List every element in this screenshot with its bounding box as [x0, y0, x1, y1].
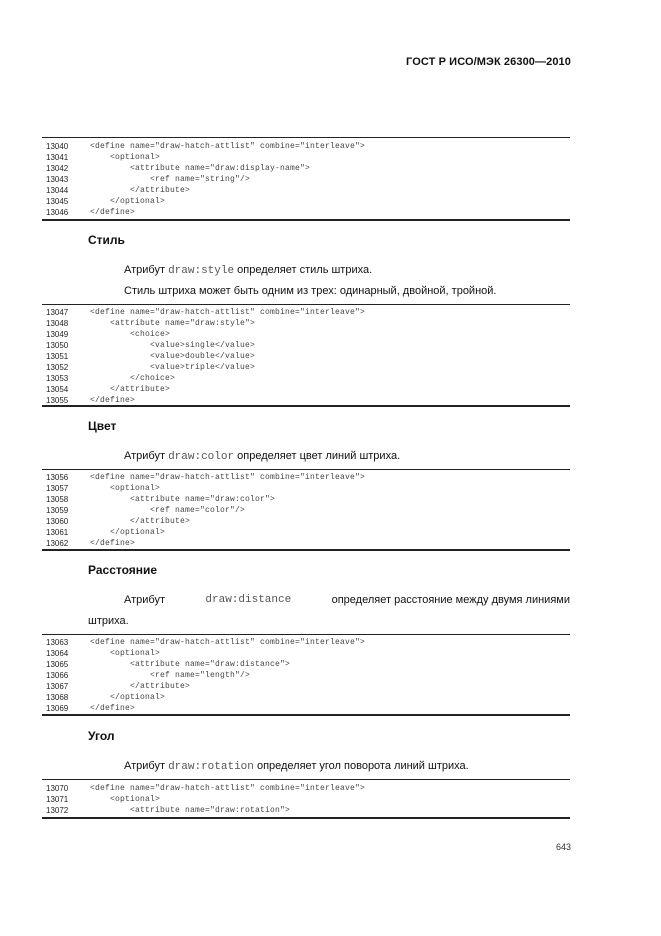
line-number: 13050 [46, 341, 69, 350]
section-heading-color: Цвет [88, 419, 117, 433]
code-text: <attribute name="draw:style"> [90, 319, 256, 328]
line-number: 13040 [46, 142, 69, 151]
code-block-top-rule [42, 634, 570, 635]
paragraph-distance-continuation: штриха. [88, 615, 129, 627]
code-text: <ref name="string"/> [90, 175, 251, 184]
code-text: <attribute name="draw:color"> [90, 495, 276, 504]
line-number: 13053 [46, 374, 69, 383]
code-text: <value>double</value> [90, 352, 256, 361]
section-heading-rotation: Угол [88, 729, 115, 743]
paragraph-text: Атрибут [124, 760, 169, 772]
code-text: </define> [90, 539, 136, 548]
code-text: </choice> [90, 374, 176, 383]
line-number: 13054 [46, 385, 69, 394]
code-block-top-rule [42, 304, 570, 305]
code-block-top-rule [42, 137, 570, 138]
paragraph-style-attr [124, 264, 372, 277]
code-text: </attribute> [90, 186, 191, 195]
line-number: 13052 [46, 363, 69, 372]
page-number: 643 [555, 842, 571, 852]
code-block-top-rule [42, 469, 570, 470]
code-text: <value>single</value> [90, 341, 256, 350]
code-text: </define> [90, 396, 136, 405]
line-number: 13062 [46, 539, 69, 548]
code-text: </attribute> [90, 517, 191, 526]
line-number: 13048 [46, 319, 69, 328]
code-block-bottom-rule [42, 219, 570, 221]
line-number: 13060 [46, 517, 69, 526]
section-heading-distance: Расстояние [88, 563, 158, 577]
code-inline: draw:rotation [168, 761, 254, 773]
code-text: </optional> [90, 197, 166, 206]
line-number: 13059 [46, 506, 69, 515]
line-number: 13068 [46, 693, 69, 702]
line-number: 13057 [46, 484, 69, 493]
code-block-top-rule [42, 779, 570, 780]
code-text: <ref name="length"/> [90, 671, 251, 680]
line-number: 13058 [46, 495, 69, 504]
paragraph-rotation-attr [124, 760, 469, 773]
code-inline: draw:style [168, 265, 235, 277]
line-number: 13066 [46, 671, 69, 680]
code-text: <ref name="color"/> [90, 506, 246, 515]
line-number: 13045 [46, 197, 69, 206]
code-text: <optional> [90, 484, 161, 493]
paragraph-style-values: Стиль штриха может быть одним из трех: одинарный, двойной, тройной. [124, 285, 497, 297]
line-number: 13043 [46, 175, 69, 184]
code-text: <define name="draw-hatch-attlist" combine="interleave"> [90, 308, 366, 317]
paragraph-text: Атрибут [124, 264, 169, 276]
line-number: 13047 [46, 308, 69, 317]
code-block-bottom-rule [42, 405, 570, 407]
code-block-bottom-rule [42, 817, 570, 819]
line-number: 13046 [46, 208, 69, 217]
line-number: 13063 [46, 638, 69, 647]
code-text: <attribute name="draw:rotation"> [90, 806, 291, 815]
code-text: <define name="draw-hatch-attlist" combine="interleave"> [90, 473, 366, 482]
code-text: </attribute> [90, 385, 171, 394]
code-text: <optional> [90, 153, 161, 162]
line-number: 13051 [46, 352, 69, 361]
code-inline: draw:distance [205, 594, 292, 606]
code-text: </attribute> [90, 682, 191, 691]
paragraph-text: определяет цвет линий штриха. [234, 450, 401, 462]
line-number: 13072 [46, 806, 69, 815]
code-block-bottom-rule [42, 549, 570, 551]
line-number: 13064 [46, 649, 69, 658]
paragraph-text: определяет угол поворота линий штриха. [253, 760, 469, 772]
code-text: <optional> [90, 649, 161, 658]
paragraph-text: определяет расстояние между двумя линиями [331, 594, 570, 606]
code-text: <define name="draw-hatch-attlist" combine="interleave"> [90, 142, 366, 151]
code-text: <define name="draw-hatch-attlist" combine="interleave"> [90, 784, 366, 793]
line-number: 13061 [46, 528, 69, 537]
code-text: </optional> [90, 528, 166, 537]
line-number: 13067 [46, 682, 69, 691]
line-number: 13056 [46, 473, 69, 482]
line-number: 13071 [46, 795, 69, 804]
code-inline: draw:color [168, 451, 235, 463]
code-text: <attribute name="draw:display-name"> [90, 164, 311, 173]
paragraph-text: определяет стиль штриха. [234, 264, 373, 276]
line-number: 13065 [46, 660, 69, 669]
code-text: <choice> [90, 330, 171, 339]
code-text: <optional> [90, 795, 161, 804]
code-text: <attribute name="draw:distance"> [90, 660, 291, 669]
line-number: 13055 [46, 396, 69, 405]
code-text: </optional> [90, 693, 166, 702]
document-header: ГОСТ Р ИСО/МЭК 26300—2010 [406, 56, 571, 68]
line-number: 13044 [46, 186, 69, 195]
code-text: </define> [90, 704, 136, 713]
line-number: 13049 [46, 330, 69, 339]
section-heading-style: Стиль [88, 233, 125, 247]
paragraph-text: Атрибут [124, 450, 169, 462]
paragraph-text: Атрибут [124, 594, 165, 606]
line-number: 13070 [46, 784, 69, 793]
line-number: 13042 [46, 164, 69, 173]
line-number: 13069 [46, 704, 69, 713]
code-block-bottom-rule [42, 714, 570, 716]
code-text: <define name="draw-hatch-attlist" combine="interleave"> [90, 638, 366, 647]
paragraph-distance-attr [124, 594, 570, 606]
line-number: 13041 [46, 153, 69, 162]
code-text: </define> [90, 208, 136, 217]
code-text: <value>triple</value> [90, 363, 256, 372]
paragraph-color-attr [124, 450, 400, 463]
